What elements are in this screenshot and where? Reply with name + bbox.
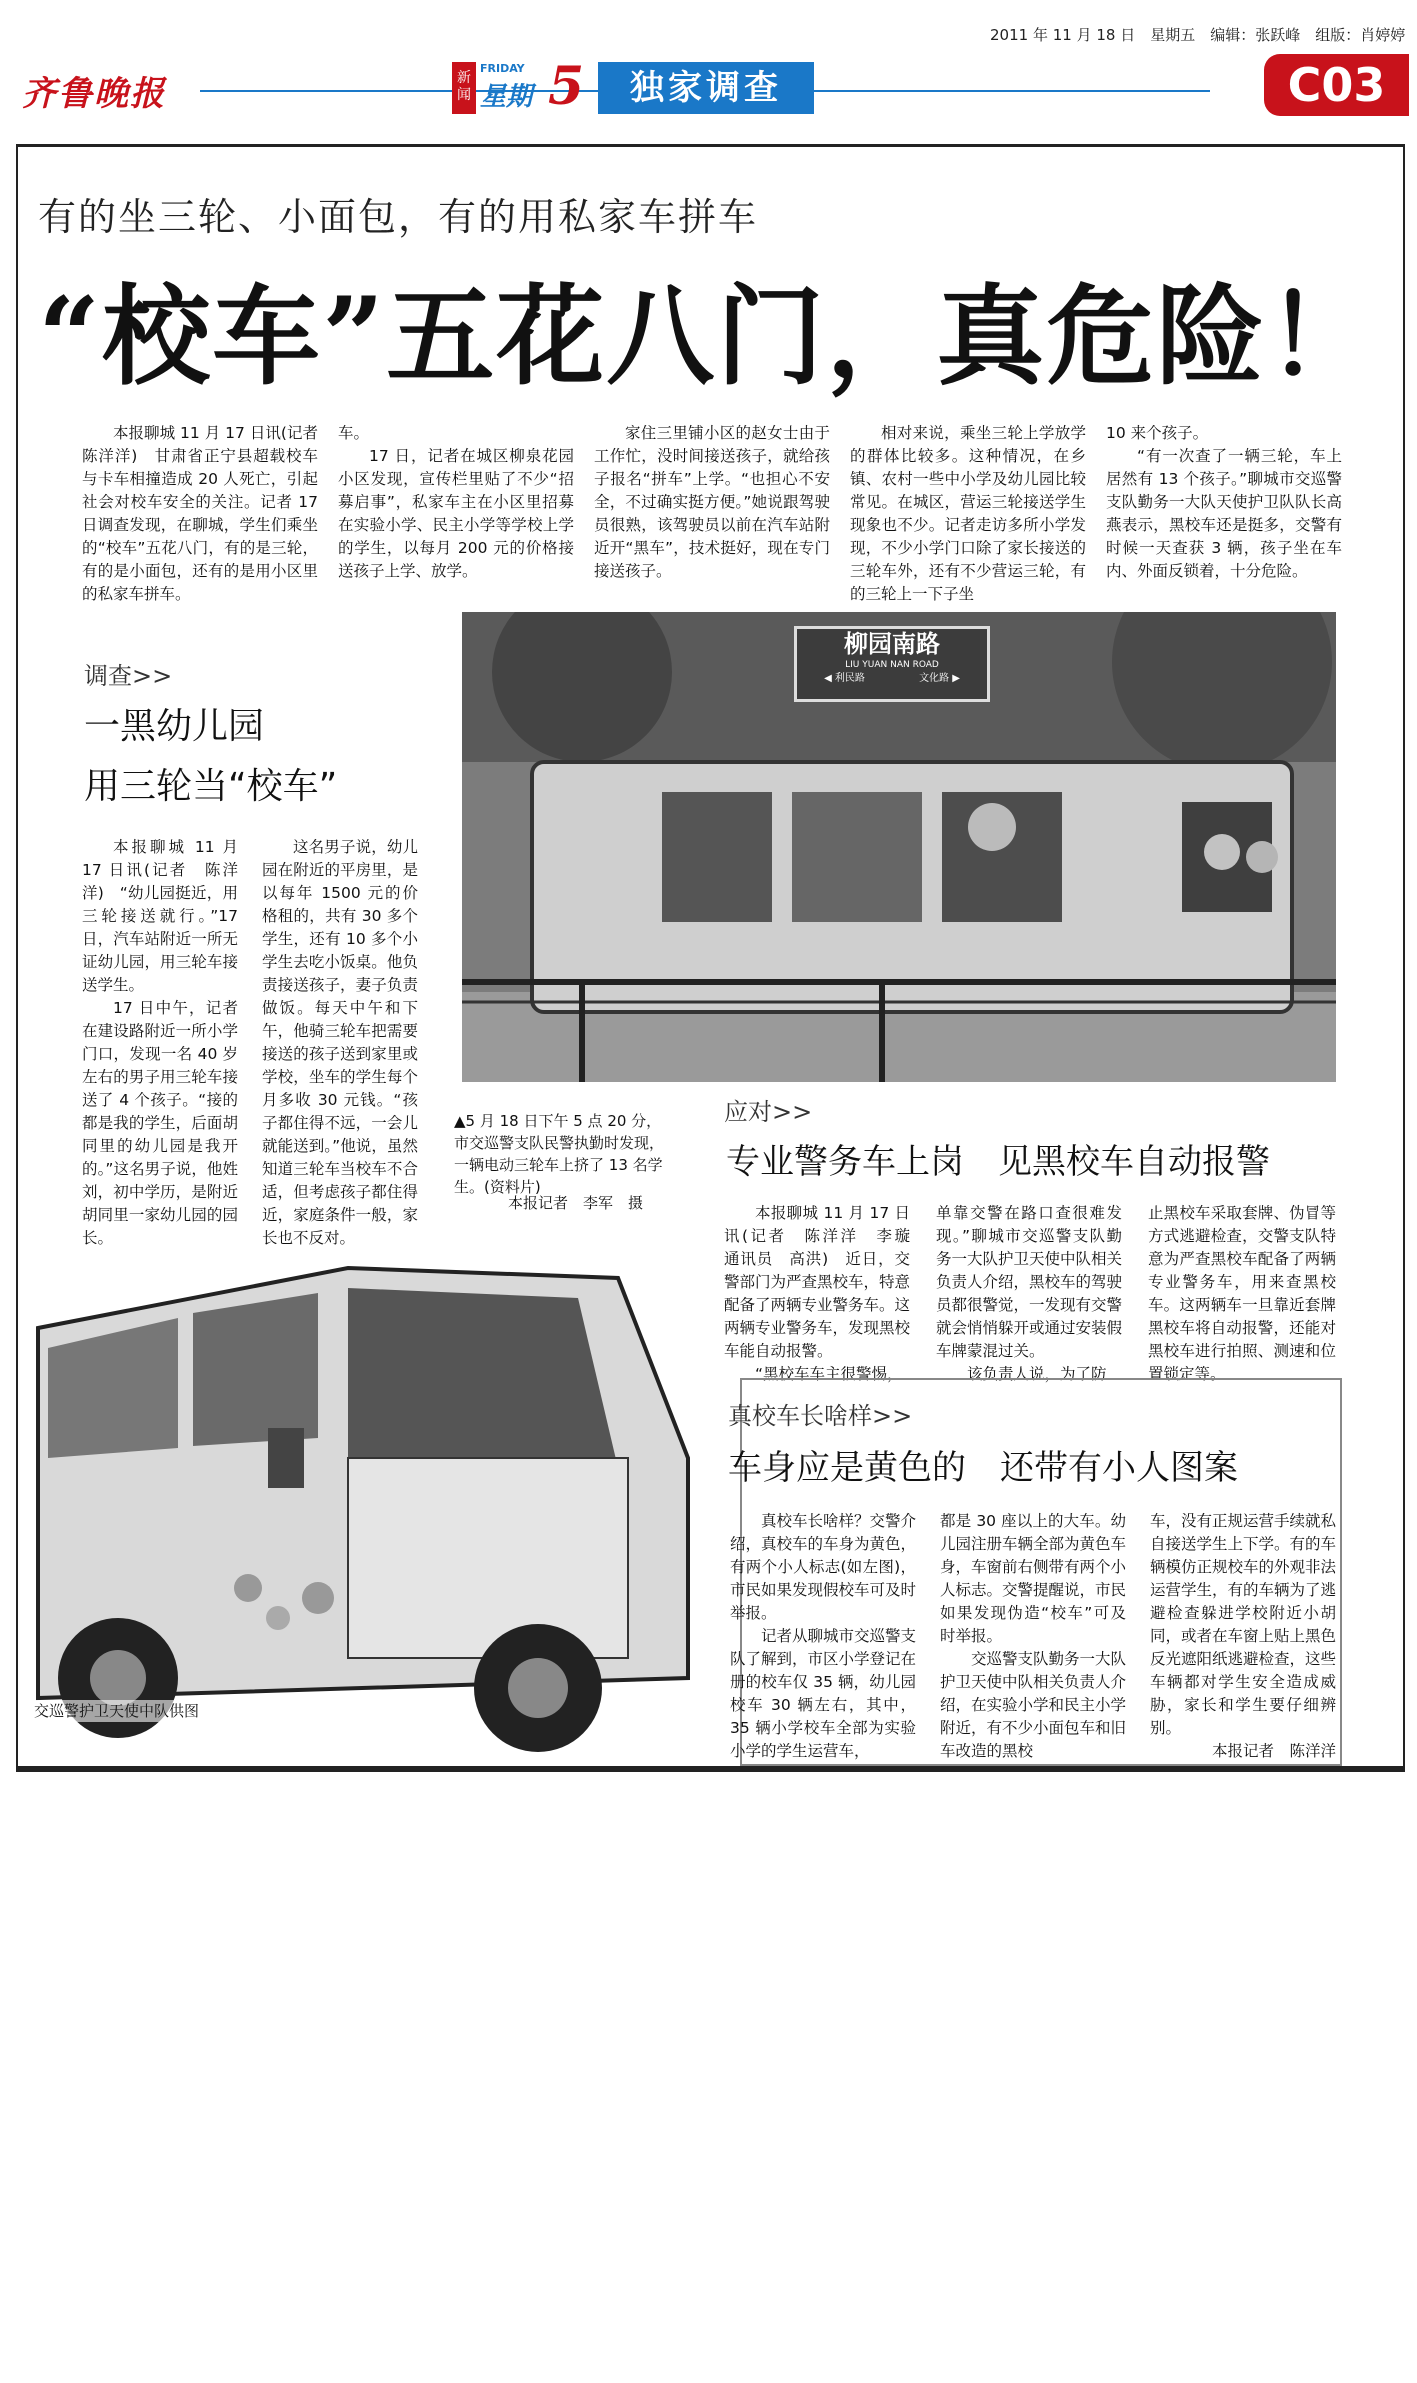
response-col-3 (1148, 1202, 1336, 1386)
friday-num: 5 (548, 56, 585, 117)
paragraph: “黑校车车主很警惕， (755, 1365, 903, 1383)
paragraph: 止黑校车采取套牌、伪冒等方式逃避检查，交警支队特意为严查黑校车配备了两辆专业警务车，用来查黑校车。这两辆车一旦靠近套牌黑校车将自动报警，还能对黑校车进行拍照、测速和位置锁定等。 (1148, 1204, 1336, 1383)
survey-col-1 (82, 836, 238, 1250)
friday-en: FRIDAY (480, 62, 525, 75)
realbus-title: 车身应是黄色的 还带有小人图案 (728, 1448, 1238, 1488)
street-sign-pinyin: LIU YUAN NAN ROAD (845, 660, 939, 670)
paragraph: 单靠交警在路口查很难发现。”聊城市交巡警支队勤务一大队护卫天使中队相关负责人介绍，黑校车的驾驶员都很警觉，一发现有交警就会悄悄躲开或通过安装假车牌蒙混过关。 (936, 1204, 1123, 1360)
paragraph: 这名男子说，幼儿园在附近的平房里，是以每年 1500 元的价格租的，共有 30 多个学生，还有 10 多个小学生去吃小饭桌。他负责接送孩子，妻子负责做饭。每天中午和下午，他骑三轮车把需要接送的孩子送到家里或学校，坐车的学生每个月多收 30 元钱。“孩子都住得不远，一会儿就能送到。”他说，虽然知道三轮车当校车不合适，但考虑孩子都住得近，家庭条件一般，家长也不反对。 (262, 838, 418, 1247)
response-kicker: 应对>> (724, 1098, 813, 1126)
survey-title-2: 用三轮当“校车” (84, 766, 338, 807)
response-title: 专业警务车上岗 见黑校车自动报警 (726, 1142, 1270, 1182)
tricycle-photo (462, 612, 1336, 1082)
survey-col-2 (262, 836, 418, 1250)
paragraph: 17 日，记者在城区柳泉花园小区发现，宣传栏里贴了不少“招募启事”，私家车主在小区里招募在实验小学、民主小学等学校上学的学生，以每月 200 元的价格接送孩子上学、放学。 (338, 447, 574, 580)
paragraph: 车。 (338, 424, 370, 442)
paragraph: 相对来说，乘坐三轮上学放学的群体比较多。这种情况，在乡镇、农村一些中小学及幼儿园比较常见。在城区，营运三轮接送学生现象也不少。记者走访多所小学发现，不少小学门口除了家长接送的三轮车外，还有不少营运三轮，有的三轮上一下子坐 (850, 424, 1086, 603)
response-col-1 (724, 1202, 926, 1386)
dateline: 2011 年 11 月 18 日 星期五 编辑：张跃峰 组版：肖婷婷 (990, 26, 1406, 44)
lead-col-2 (338, 422, 574, 583)
street-sign-left: ◀ 利民路 (824, 673, 865, 684)
street-sign-directions (797, 671, 987, 687)
street-sign (794, 626, 990, 702)
page-number: C03 (1264, 54, 1409, 116)
byline: 本报记者 陈洋洋 (1211, 1742, 1336, 1760)
photo1-credit: 本报记者 李军 摄 (508, 1194, 644, 1212)
paragraph: 10 来个孩子。 (1106, 424, 1209, 442)
friday-xinwen: 新闻 (452, 62, 476, 114)
bottom-rule (16, 1766, 1405, 1772)
lead-subhead: 有的坐三轮、小面包，有的用私家车拼车 (38, 195, 759, 239)
lead-headline: “校车”五花八门，真危险！ (38, 274, 1377, 400)
realbus-col-3 (1150, 1510, 1336, 1763)
paragraph: 都是 30 座以上的大车。幼儿园注册车辆全部为黄色车身，车窗前右侧带有两个小人标志。交警提醒说，市民如果发现伪造“校车”可及时举报。 (940, 1512, 1127, 1645)
paragraph: 17 日中午，记者在建设路附近一所小学门口，发现一名 40 岁左右的男子用三轮车接送了 4 个孩子。“接的都是我的学生，后面胡同里的幼儿园是我开的。”这名男子说，他姓刘，初中学历，是附近胡同里一家幼儿园的园长。 (82, 999, 238, 1247)
survey-kicker: 调查>> (84, 662, 173, 690)
friday-cn: 星期 (480, 82, 533, 112)
friday-logo (452, 56, 585, 117)
paragraph: 家住三里铺小区的赵女士由于工作忙，没时间接送孩子，就给孩子报名“拼车”上学。“也担心不安全，不过确实挺方便。”她说跟驾驶员很熟，该驾驶员以前在汽车站附近开“黑车”，技术挺好，现在专门接送孩子。 (594, 424, 830, 580)
lead-col-3 (594, 422, 830, 583)
schoolbus-photo (18, 1258, 698, 1764)
paragraph: 本报聊城 11 月 17 日讯(记者 陈洋洋) 甘肃省正宁县超载校车与卡车相撞造成 20 人死亡，引起社会对校车安全的关注。记者 17 日调查发现，在聊城，学生们乘坐的“校车”五花八门，有的是三轮，有的是小面包，还有的是用小区里的私家车拼车。 (82, 424, 334, 603)
paragraph: 车，没有正规运营手续就私自接送学生上下学。有的车辆模仿正规校车的外观非法运营学生，有的车辆为了逃避检查躲进学校附近小胡同，或者在车窗上贴上黑色反光遮阳纸逃避检查，这些车辆都对学生安全造成威胁，家长和学生要仔细辨别。 (1150, 1512, 1337, 1737)
schoolbus-illustration (18, 1258, 698, 1764)
lead-col-4 (850, 422, 1086, 606)
realbus-kicker: 真校车长啥样>> (728, 1402, 913, 1430)
masthead-logo: 齐鲁晚报 (22, 74, 166, 114)
photo2-caption: 交巡警护卫天使中队供图 (34, 1700, 204, 1722)
section-tab: 独家调查 (598, 62, 814, 114)
photo1-caption: ▲5 月 18 日下午 5 点 20 分，市交巡警支队民警执勤时发现，一辆电动三轮车上挤了 13 名学生。(资料片) (454, 1112, 665, 1196)
paragraph: 本报聊城 11 月 17 日讯(记者 陈洋洋) “幼儿园挺近，用三轮接送就行。”17 日，汽车站附近一所无证幼儿园，用三轮车接送学生。 (82, 838, 238, 994)
paragraph: 该负责人说，为了防 (967, 1365, 1107, 1383)
paragraph: 本报聊城 11 月 17 日讯(记者 陈洋洋 李璇 通讯员 高洪) 近日，交警部门为严查黑校车，特意配备了两辆专业警务车。这两辆专业警务车，发现黑校车能自动报警。 (724, 1204, 926, 1360)
paragraph: 真校车长啥样？交警介绍，真校车的车身为黄色，有两个小人标志(如左图)，市民如果发现假校车可及时举报。 (730, 1512, 917, 1622)
realbus-col-1 (730, 1510, 916, 1763)
lead-col-5 (1106, 422, 1342, 583)
lead-col-1 (82, 422, 334, 606)
paragraph: 交巡警支队勤务一大队护卫天使中队相关负责人介绍，在实验小学和民主小学附近，有不少小面包车和旧车改造的黑校 (940, 1650, 1127, 1760)
street-sign-cn: 柳园南路 (844, 630, 940, 658)
paragraph: 记者从聊城市交巡警支队了解到，市区小学登记在册的校车仅 35 辆，幼儿园校车 30 辆左右，其中，35 辆小学校车全部为实验小学的学生运营车， (730, 1627, 917, 1760)
realbus-col-2 (940, 1510, 1126, 1763)
street-sign-right: 文化路 ▶ (919, 673, 960, 684)
response-col-2 (936, 1202, 1122, 1386)
paragraph: “有一次查了一辆三轮，车上居然有 13 个孩子。”聊城市交巡警支队勤务一大队天使护卫队队长高燕表示，黑校车还是挺多，交警有时候一天查获 3 辆，孩子坐在车内、外面反锁着，十分危险。 (1106, 447, 1342, 580)
survey-title-1: 一黑幼儿园 (84, 706, 265, 747)
